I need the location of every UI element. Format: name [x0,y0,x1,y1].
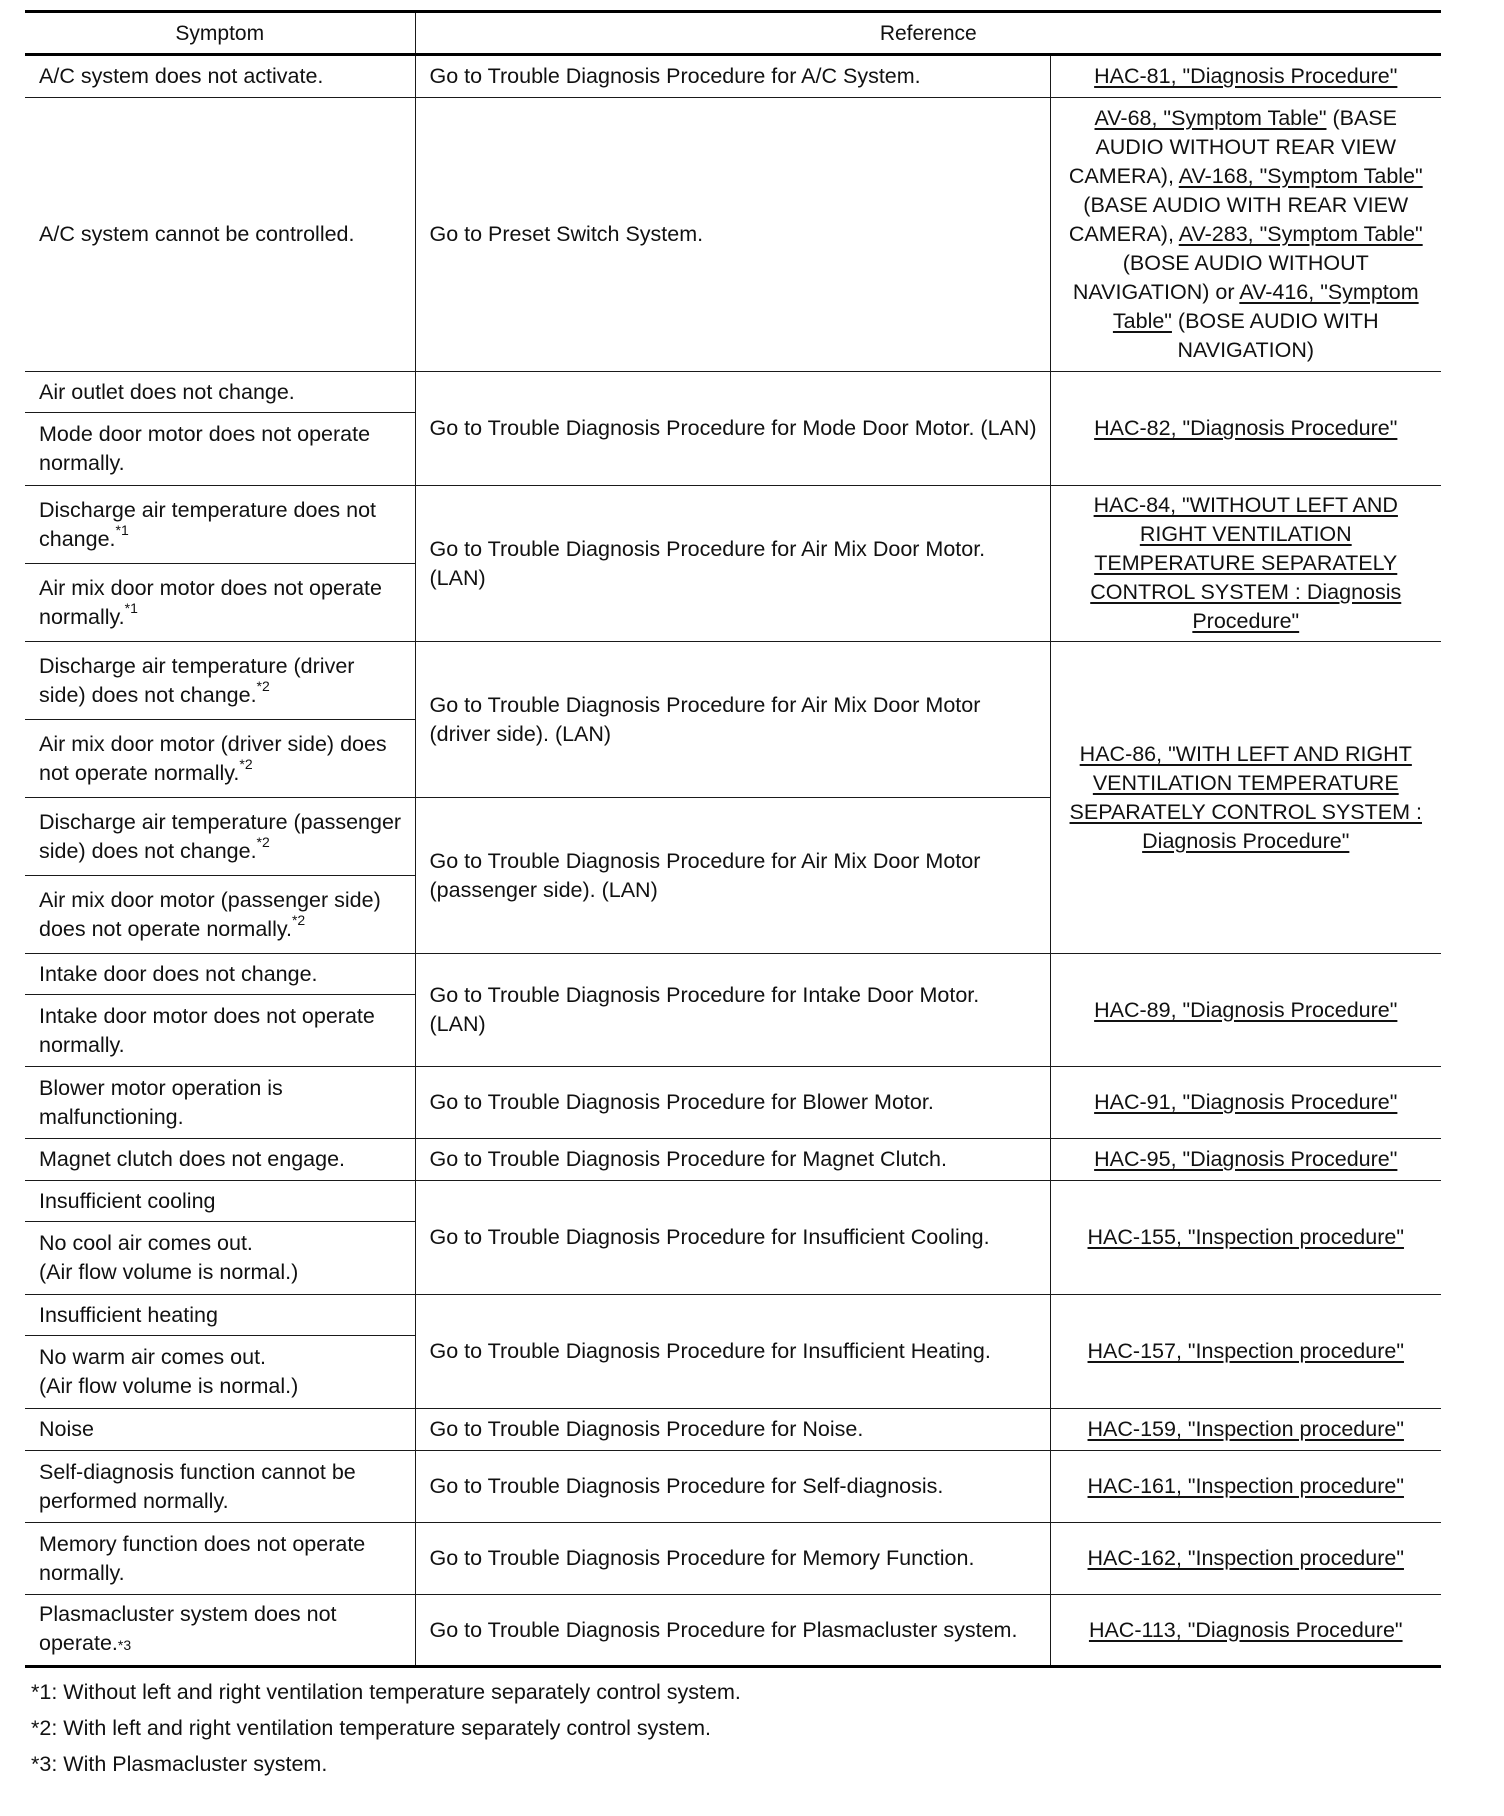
symptom-table-document [25,10,1441,1782]
procedure-cell: Go to Trouble Diagnosis Procedure for Intake Door Motor. (LAN) [415,954,1050,1067]
reference-cell [1050,1139,1441,1181]
table-row [25,1409,1441,1451]
footnote-marker: *2 [256,678,270,695]
table-row [25,372,1441,413]
table-row [25,1451,1441,1523]
symptom-text: (Air flow volume is normal.) [39,1374,299,1398]
reference-cell [1050,1409,1441,1451]
reference-link-av416[interactable]: AV-416, "Symptom Table" [1112,280,1419,333]
footnote-marker: *2 [239,756,253,773]
footnotes [25,1674,1441,1782]
symptom-text: Air mix door motor (driver side) does not operate normally. [39,731,387,785]
symptom-cell [25,876,415,954]
procedure-cell: Go to Trouble Diagnosis Procedure for Insufficient Cooling. [415,1181,1050,1295]
table-row [25,642,1441,720]
reference-link[interactable]: HAC-95, "Diagnosis Procedure" [1094,1147,1398,1171]
symptom-column-header: Symptom [25,12,415,55]
reference-link-av283[interactable]: AV-283, "Symptom Table" [1178,222,1423,246]
reference-cell [1050,954,1441,1067]
reference-link-av168[interactable]: AV-168, "Symptom Table" [1178,164,1423,188]
symptom-cell [25,564,415,642]
symptom-cell: Magnet clutch does not engage. [25,1139,415,1181]
reference-link[interactable]: HAC-162, "Inspection procedure" [1087,1546,1404,1570]
procedure-cell: Go to Trouble Diagnosis Procedure for Mode Door Motor. (LAN) [415,372,1050,486]
table-row [25,1523,1441,1595]
reference-cell [1050,1451,1441,1523]
procedure-cell: Go to Trouble Diagnosis Procedure for Self-diagnosis. [415,1451,1050,1523]
footnote-marker: *1 [124,600,138,617]
reference-link[interactable]: HAC-155, "Inspection procedure" [1087,1225,1404,1249]
symptom-cell: Air outlet does not change. [25,372,415,413]
symptom-text: Discharge air temperature (passenger side) does not change. [39,809,402,863]
table-row [25,98,1441,372]
reference-link[interactable]: HAC-86, "WITH LEFT AND RIGHT VENTILATION TEMPERATURE SEPARATELY CONTROL SYSTEM : Diagnosis Procedure" [1069,741,1422,853]
symptom-cell: Insufficient heating [25,1295,415,1336]
symptom-text: No cool air comes out. [39,1231,253,1255]
procedure-cell: Go to Trouble Diagnosis Procedure for Air Mix Door Motor (passenger side). (LAN) [415,798,1050,954]
procedure-cell: Go to Trouble Diagnosis Procedure for Insufficient Heating. [415,1295,1050,1409]
reference-link-av68[interactable]: AV-68, "Symptom Table" [1094,106,1327,130]
procedure-cell: Go to Trouble Diagnosis Procedure for Blower Motor. [415,1067,1050,1139]
reference-link[interactable]: HAC-159, "Inspection procedure" [1087,1417,1404,1441]
procedure-cell: Go to Preset Switch System. [415,98,1050,372]
symptom-cell [25,1336,415,1409]
symptom-text: No warm air comes out. [39,1345,267,1369]
reference-cell [1050,1523,1441,1595]
reference-cell [1050,1595,1441,1667]
reference-cell [1050,55,1441,98]
procedure-cell: Go to Trouble Diagnosis Procedure for Plasmacluster system. [415,1595,1050,1667]
reference-cell [1050,372,1441,486]
footnote-2: *2: With left and right ventilation temperature separately control system. [31,1716,711,1740]
reference-link[interactable]: HAC-82, "Diagnosis Procedure" [1094,416,1398,440]
symptom-text: (Air flow volume is normal.) [39,1260,299,1284]
reference-link[interactable]: HAC-89, "Diagnosis Procedure" [1094,997,1398,1022]
reference-cell [1050,642,1441,954]
reference-text: (BASE AUDIO WITHOUT REAR VIEW CAMERA), [1068,106,1397,188]
procedure-cell: Go to Trouble Diagnosis Procedure for Magnet Clutch. [415,1139,1050,1181]
table-row [25,1295,1441,1336]
table-row [25,55,1441,98]
symptom-text: Air mix door motor does not operate normally. [39,575,382,629]
table-row [25,1181,1441,1222]
symptom-text: Discharge air temperature does not change. [39,497,377,551]
reference-cell [1050,1181,1441,1295]
symptom-cell: Insufficient cooling [25,1181,415,1222]
table-row [25,954,1441,995]
reference-cell [1050,1295,1441,1409]
symptom-text: Air mix door motor (passenger side) does not operate normally. [39,887,381,941]
reference-link[interactable]: HAC-113, "Diagnosis Procedure" [1088,1617,1403,1642]
reference-cell [1050,1067,1441,1139]
table-row [25,1595,1441,1667]
procedure-cell: Go to Trouble Diagnosis Procedure for Noise. [415,1409,1050,1451]
footnote-marker: *3 [117,1637,132,1653]
symptom-cell: Noise [25,1409,415,1451]
symptom-text: Discharge air temperature (driver side) does not change. [39,653,355,707]
symptom-cell: A/C system does not activate. [25,55,415,98]
reference-link[interactable]: HAC-91, "Diagnosis Procedure" [1094,1090,1398,1114]
symptom-cell [25,642,415,720]
footnote-marker: *2 [291,912,306,929]
procedure-cell: Go to Trouble Diagnosis Procedure for A/C System. [415,55,1050,98]
symptom-cell [25,1595,415,1667]
reference-link[interactable]: HAC-81, "Diagnosis Procedure" [1094,64,1398,88]
table-row [25,486,1441,564]
symptom-cell: Mode door motor does not operate normally. [25,413,415,486]
symptom-cell: Intake door does not change. [25,954,415,995]
symptom-cell [25,798,415,876]
symptom-cell [25,720,415,798]
footnote-marker: *2 [256,834,270,851]
symptom-table [25,10,1441,1668]
reference-column-header: Reference [415,12,1441,55]
footnote-3: *3: With Plasmacluster system. [31,1752,328,1776]
reference-cell [1050,486,1441,642]
reference-text: (BASE AUDIO WITH REAR VIEW CAMERA), [1068,193,1409,246]
table-row [25,1139,1441,1181]
reference-cell [1050,98,1441,372]
reference-text: (BOSE AUDIO WITHOUT NAVIGATION) or [1072,251,1369,304]
procedure-cell: Go to Trouble Diagnosis Procedure for Memory Function. [415,1523,1050,1595]
symptom-cell: Blower motor operation is malfunctioning. [25,1067,415,1139]
reference-link[interactable]: HAC-84, "WITHOUT LEFT AND RIGHT VENTILATION TEMPERATURE SEPARATELY CONTROL SYSTEM : Diagnosis Procedure" [1090,493,1402,633]
symptom-cell: Intake door motor does not operate normally. [25,995,415,1067]
procedure-cell: Go to Trouble Diagnosis Procedure for Air Mix Door Motor (driver side). (LAN) [415,642,1050,798]
footnote-marker: *1 [115,522,129,539]
symptom-text: Plasmacluster system does not operate. [39,1602,337,1655]
footnote-1: *1: Without left and right ventilation temperature separately control system. [31,1680,741,1704]
symptom-cell: A/C system cannot be controlled. [25,98,415,372]
symptom-cell: Memory function does not operate normally. [25,1523,415,1595]
table-header-row [25,12,1441,55]
reference-link[interactable]: HAC-157, "Inspection procedure" [1087,1339,1404,1363]
table-row [25,1067,1441,1139]
procedure-cell: Go to Trouble Diagnosis Procedure for Air Mix Door Motor. (LAN) [415,486,1050,642]
symptom-cell [25,1222,415,1295]
symptom-cell [25,486,415,564]
symptom-cell: Self-diagnosis function cannot be performed normally. [25,1451,415,1523]
reference-text: (BOSE AUDIO WITH NAVIGATION) [1171,309,1379,362]
reference-link[interactable]: HAC-161, "Inspection procedure" [1087,1474,1404,1498]
